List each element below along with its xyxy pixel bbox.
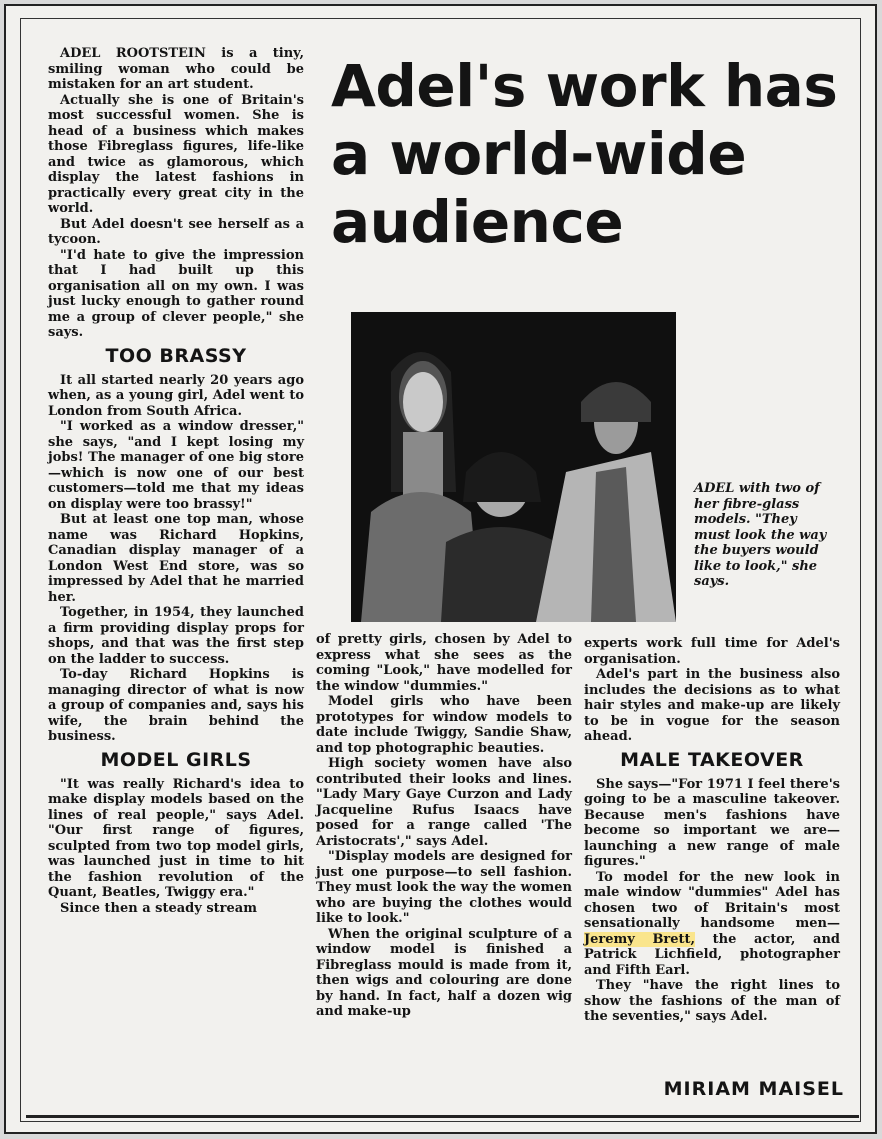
paragraph: "I worked as a window dresser," she says, "and I kept losing my jobs! The manager of one big store—which is now one of our best customers—told me that my ideas on display were too brassy!" — [48, 419, 304, 512]
paragraph: They "have the right lines to show the fashions of the man of the seventies," says Adel. — [584, 978, 840, 1024]
column-1 — [48, 46, 304, 916]
paragraph: To-day Richard Hopkins is managing director of what is now a group of companies and, says his wife, the brain behind the business. — [48, 667, 304, 744]
photo-mannequins — [351, 312, 676, 622]
subheading: MODEL GIRLS — [100, 748, 252, 771]
paragraph: of pretty girls, chosen by Adel to express what she sees as the coming "Look," have modelled for the window "dummies." — [316, 632, 572, 694]
headline: Adel's work has a world-wide audience — [331, 52, 838, 256]
newspaper-clipping — [4, 4, 877, 1134]
paragraph: "Display models are designed for just one purpose—to sell fashion. They must look the way the women who are buying the clothes would like to look." — [316, 849, 572, 926]
byline: MIRIAM MAISEL — [663, 1078, 844, 1100]
paragraph: Together, in 1954, they launched a firm providing display props for shops, and that was the first step on the ladder to success. — [48, 605, 304, 667]
paragraph: experts work full time for Adel's organisation. — [584, 636, 840, 667]
paragraph: Model girls who have been prototypes for window models to date include Twiggy, Sandie Shaw, and top photographic beauties. — [316, 694, 572, 756]
text-run: the actor, and Patrick Lichfield, photographer and Fifth Earl. — [584, 931, 840, 978]
paragraph: But Adel doesn't see herself as a tycoon. — [48, 216, 304, 247]
paragraph: "I'd hate to give the impression that I had built up this organisation all on my own. I was just lucky enough to gather round me a group of clever people," she says. — [48, 247, 304, 340]
text-run: To model for the new look in male window "dummies" Adel has chosen two of Britain's most sensationally handsome men— — [584, 869, 840, 931]
highlighted-name: Jeremy Brett, — [584, 931, 696, 947]
paragraph: Since then a steady stream — [60, 900, 257, 916]
subheading: MALE TAKEOVER — [620, 748, 804, 771]
paragraph: Actually she is one of Britain's most successful women. She is head of a business which makes those Fibreglass figures, life-like and twice as glamorous, which display the latest fashions in practically every great city in the world. — [48, 92, 304, 216]
paragraph: But at least one top man, whose name was Richard Hopkins, Canadian display manager of a London West End store, was so impressed by Adel that he married her. — [48, 512, 304, 605]
paragraph — [584, 870, 840, 979]
paragraph: High society women have also contributed their looks and lines. "Lady Mary Gaye Curzon and Lady Jacqueline Rufus Isaacs have posed for a range called 'The Aristocrats'," says Adel. — [316, 756, 572, 849]
bottom-rule — [26, 1115, 859, 1118]
paragraph: ADEL ROOTSTEIN is a tiny, smiling woman who could be mistaken for an art student. — [48, 46, 304, 92]
paragraph: She says—"For 1971 I feel there's going to be a masculine takeover. Because men's fashions have become so important we are—launching a new range of male figures." — [584, 776, 840, 869]
photo-caption: ADEL with two of her fibre-glass models. "They must look the way the buyers would like to look," she says. — [694, 481, 827, 589]
column-3 — [584, 636, 840, 1025]
paragraph: Adel's part in the business also includes the decisions as to what hair styles and make-up are likely to be in vogue for the season ahead. — [584, 667, 840, 744]
column-2 — [316, 632, 572, 1020]
paragraph: When the original sculpture of a window model is finished a Fibreglass mould is made from it, then wigs and colouring are done by hand. In fact, half a dozen wig and make-up — [316, 926, 572, 1019]
photo-image — [351, 312, 676, 622]
subheading: TOO BRASSY — [105, 344, 247, 367]
paragraph: It all started nearly 20 years ago when, as a young girl, Adel went to London from South Africa. — [48, 372, 304, 419]
paragraph: "It was really Richard's idea to make display models based on the lines of real people," says Adel. "Our first range of figures, sculpted from two top model girls, was launched just in time to hit the fashion revolution of the Quant, Beatles, Twiggy era." — [48, 776, 304, 900]
